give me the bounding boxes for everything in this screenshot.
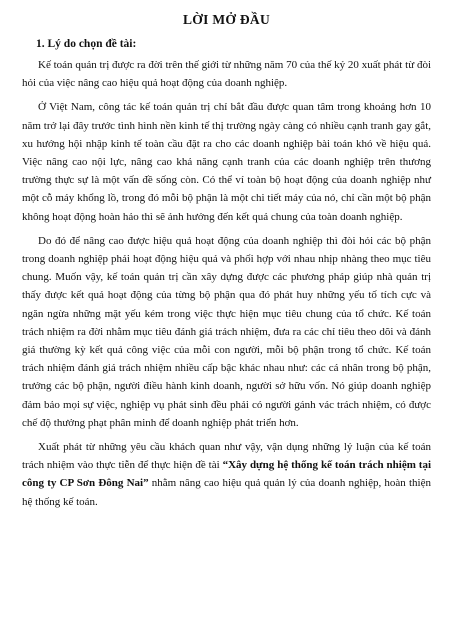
paragraph-3: Do đó để nâng cao được hiệu quả hoạt động của doanh nghiệp thì đòi hỏi các bộ phận trong doanh nghiệp phải hoạt động hiệu quả và phối hợp với nhau nhịp nhàng theo mục tiêu chung. Muốn vậy, kế toán quản trị cần xây dựng được các phương pháp giúp nhà quản trị thấy được kết quả hoạt động của từng bộ phận qua đó phát huy những yếu tố tích cực và ngăn ngừa những mặt yếu kém trong việc thực hiện mục tiêu chung của tổ chức. Kế toán trách nhiệm ra đời nhằm mục tiêu đánh giá trách nhiệm, đưa ra các chỉ tiêu theo dõi và đánh giá thường kỳ kết quả công việc của mỗi con người, mỗi bộ phận trong tổ chức. Kế toán trách nhiệm đánh giá trách nhiệm nhiều cấp bậc khác nhau như: các cá nhân trong bộ phận, trưởng các bộ phận, người điều hành kinh doanh, người sở hữu vốn. Nó giúp doanh nghiệp đảm bảo mọi sự việc, nghiệp vụ phát sinh đều phải có người gánh vác trách nhiệm, có được chế độ thưởng phạt phân minh để doanh nghiệp phát triển hơn.: [22, 234, 431, 429]
paragraph-1: Kế toán quản trị được ra đời trên thế giới từ những năm 70 của thế kỷ 20 xuất phát từ đòi hỏi của việc nâng cao hiệu quả hoạt động của doanh nghiệp.: [22, 59, 431, 90]
paragraph-4-text-after: nhằm nâng cao hiệu quả quản lý của doanh nghiệp, hoàn thiện hệ thống kế toán.: [22, 477, 432, 508]
thesis-title-emphasis: “Xây dựng hệ thống kế toán trách nhiệm tại công ty CP Sơn Đông Nai”: [22, 459, 432, 490]
paragraph-4-text-before: Xuất phát từ những yêu cầu khách quan như vậy, vận dụng những lý luận của kế toán trách nhiệm vào thực tiễn để thực hiện đề tài: [22, 441, 431, 472]
paragraph-2: Ở Việt Nam, công tác kế toán quản trị chỉ bắt đầu được quan tâm trong khoảng hơn 10 năm trở lại đây trước tình hình nền kinh tế thị trường ngày càng có nhiều cạnh tranh gay gắt, xu hướng hội nhập kinh tế toàn cầu đặt ra cho các doanh nghiệp bài toán khó về hiệu quả. Việc nâng cao nội lực, nâng cao khả năng cạnh tranh của các doanh nghiệp trên thương trường thực sự là một vấn đề sống còn. Có thể ví toàn bộ hoạt động của doanh nghiệp như một cỗ máy khổng lồ, trong đó mỗi bộ phận là một chi tiết máy của nó, chỉ cần một bộ phận không hoạt động hoàn hảo thì sẽ ảnh hưởng đến kết quả chung của toàn doanh nghiệp.: [22, 101, 431, 223]
paragraph-4: [22, 438, 431, 511]
page-title: LỜI MỞ ĐẦU: [183, 12, 270, 27]
section-heading: 1. Lý do chọn đề tài:: [36, 38, 137, 50]
